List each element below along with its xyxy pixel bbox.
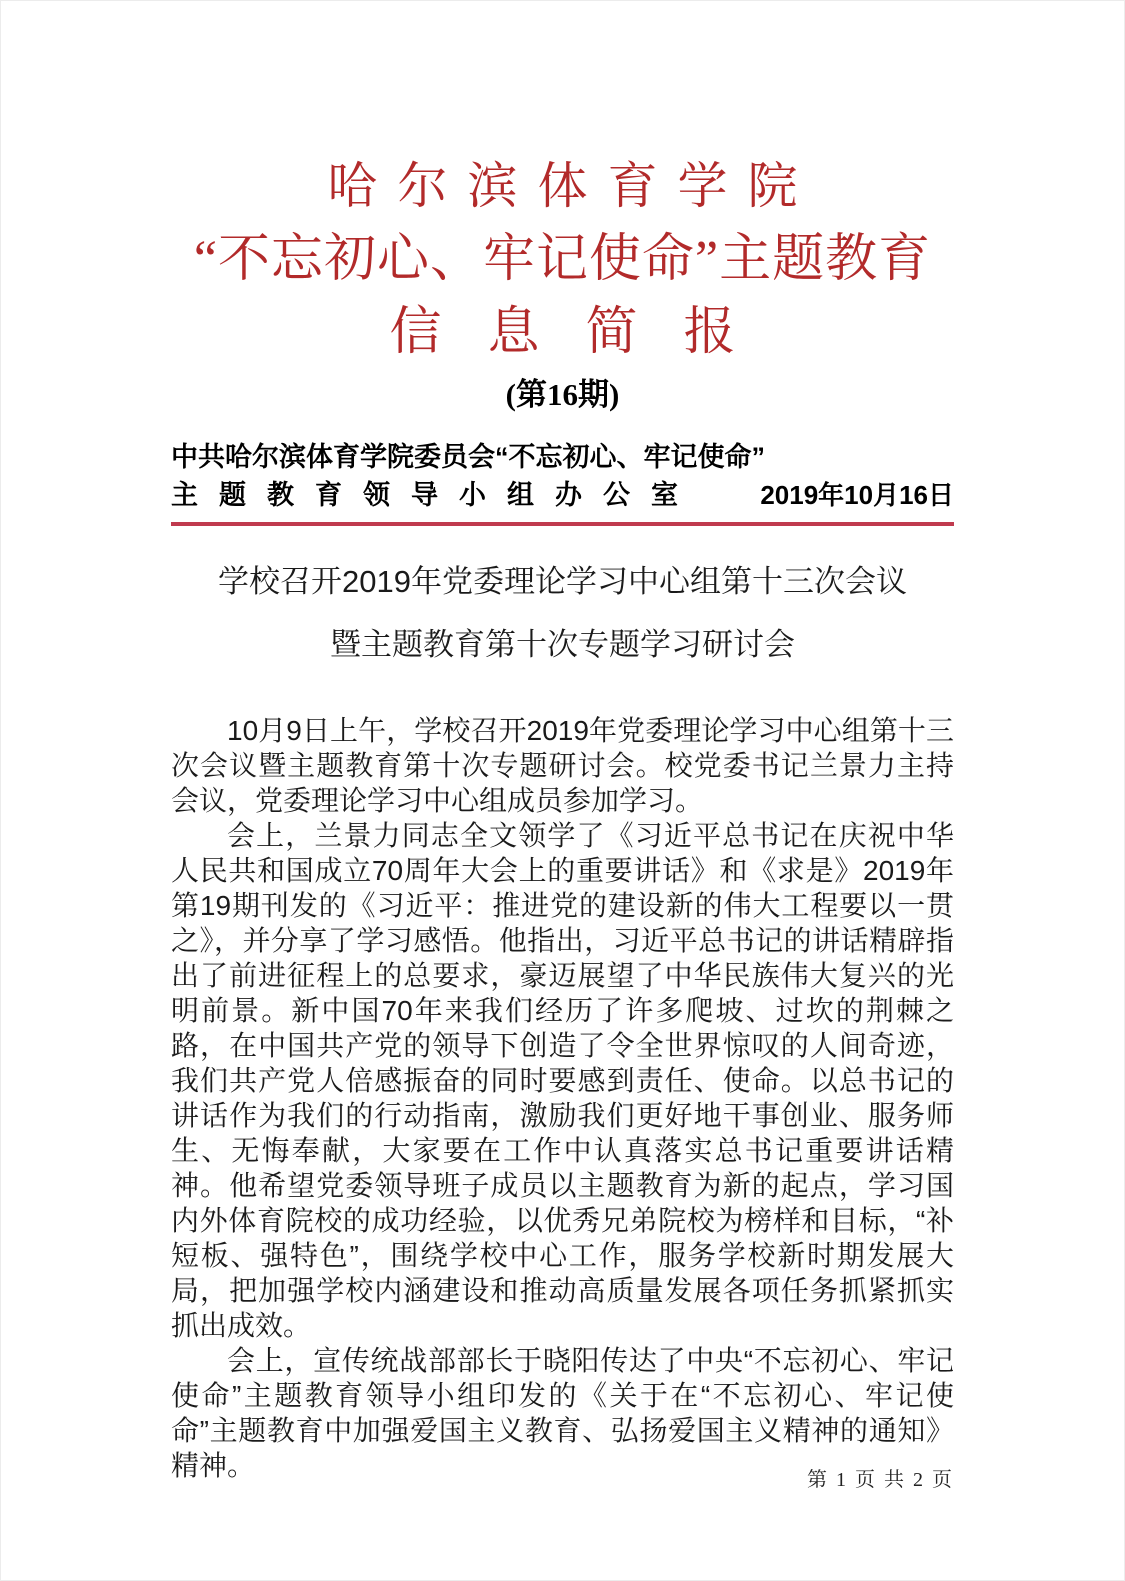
masthead	[171, 149, 954, 421]
headline-line-2: 暨主题教育第十次专题学习研讨会	[330, 627, 795, 662]
article-body	[171, 713, 954, 1483]
issue-date: 2019年10月16日	[760, 480, 954, 510]
article-headline	[171, 564, 954, 663]
header-divider	[171, 522, 954, 526]
page-number: 第 1 页 共 2 页	[807, 1469, 954, 1491]
body-paragraph: 10月9日上午，学校召开2019年党委理论学习中心组第十三次会议暨主题教育第十次专题研讨会。校党委书记兰景力主持会议，党委理论学习中心组成员参加学习。	[171, 715, 954, 816]
issuer-committee: 中共哈尔滨体育学院委员会“不忘初心、牢记使命”	[171, 442, 765, 472]
issuer-office: 主题教育领导小组办公室	[171, 480, 699, 510]
issue-number: (第16期)	[505, 377, 620, 412]
theme-title: “不忘初心、牢记使命”主题教育	[193, 231, 932, 288]
issuer-office-row	[171, 477, 954, 513]
body-paragraph: 会上，宣传统战部部长于晓阳传达了中央“不忘初心、牢记使命”主题教育领导小组印发的《关于在“不忘初心、牢记使命”主题教育中加强爱国主义教育、弘扬爱国主义精神的通知》精神。	[171, 1345, 954, 1481]
issuer-block	[171, 439, 954, 526]
org-title: 哈尔滨体育学院	[327, 158, 818, 214]
body-paragraph: 会上，兰景力同志全文领学了《习近平总书记在庆祝中华人民共和国成立70周年大会上的重要讲话》和《求是》2019年第19期刊发的《习近平：推进党的建设新的伟大工程要以一贯之》，并分享了学习感悟。他指出，习近平总书记的讲话精辟指出了前进征程上的总要求，豪迈展望了中华民族伟大复兴的光明前景。新中国70年来我们经历了许多爬坡、过坎的荆棘之路，在中国共产党的领导下创造了令全世界惊叹的人间奇迹，我们共产党人倍感振奋的同时要感到责任、使命。以总书记的讲话作为我们的行动指南，激励我们更好地干事创业、服务师生、无悔奉献，大家要在工作中认真落实总书记重要讲话精神。他希望党委领导班子成员以主题教育为新的起点，学习国内外体育院校的成功经验，以优秀兄弟院校为榜样和目标，“补短板、强特色”，围绕学校中心工作，服务学校新时期发展大局，把加强学校内涵建设和推动高质量发展各项任务抓紧抓实抓出成效。	[171, 820, 954, 1341]
bulletin-title: 信息简报	[389, 304, 782, 361]
headline-line-1: 学校召开2019年党委理论学习中心组第十三次会议	[218, 564, 907, 599]
